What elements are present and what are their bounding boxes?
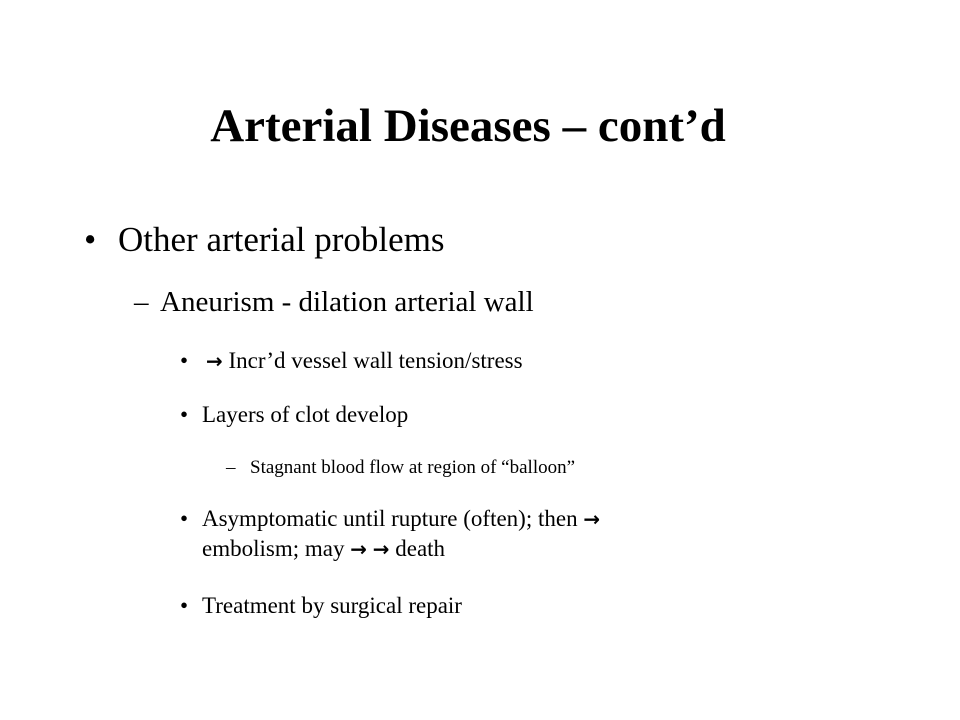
bullet-level3-4: • [180, 593, 189, 618]
item-layers-of-clot: Layers of clot develop [202, 402, 409, 427]
bullet-level3-2: • [180, 402, 189, 427]
right-arrow-icon: → [372, 537, 390, 561]
item-asymptomatic-text3: death [395, 536, 446, 561]
dash-level4: – [226, 457, 236, 478]
bullet-level3-3: • [180, 506, 189, 531]
right-arrow-icon: → [350, 537, 367, 561]
slide-title: Arterial Diseases – cont’d [210, 100, 726, 152]
right-arrow-icon: → [206, 349, 223, 373]
item-stagnant-blood-flow: Stagnant blood flow at region of “balloon” [250, 457, 576, 478]
right-arrow-icon: → [583, 507, 601, 531]
item-asymptomatic-text2: embolism; may [202, 536, 345, 561]
dash-level2: – [134, 286, 149, 318]
item-asymptomatic-text1: Asymptomatic until rupture (often); then [202, 506, 578, 531]
item-asymptomatic-line1 [202, 505, 600, 533]
bullet-level1: • [84, 220, 97, 259]
item-other-arterial-problems: Other arterial problems [118, 220, 445, 259]
item-aneurism: Aneurism - dilation arterial wall [160, 286, 534, 318]
item-treatment: Treatment by surgical repair [202, 593, 462, 618]
item-vessel-wall-tension [206, 347, 523, 375]
item-vessel-wall-tension-text: Incr’d vessel wall tension/stress [228, 348, 523, 373]
item-asymptomatic-line2 [202, 535, 445, 563]
bullet-level3-1: • [180, 348, 189, 373]
